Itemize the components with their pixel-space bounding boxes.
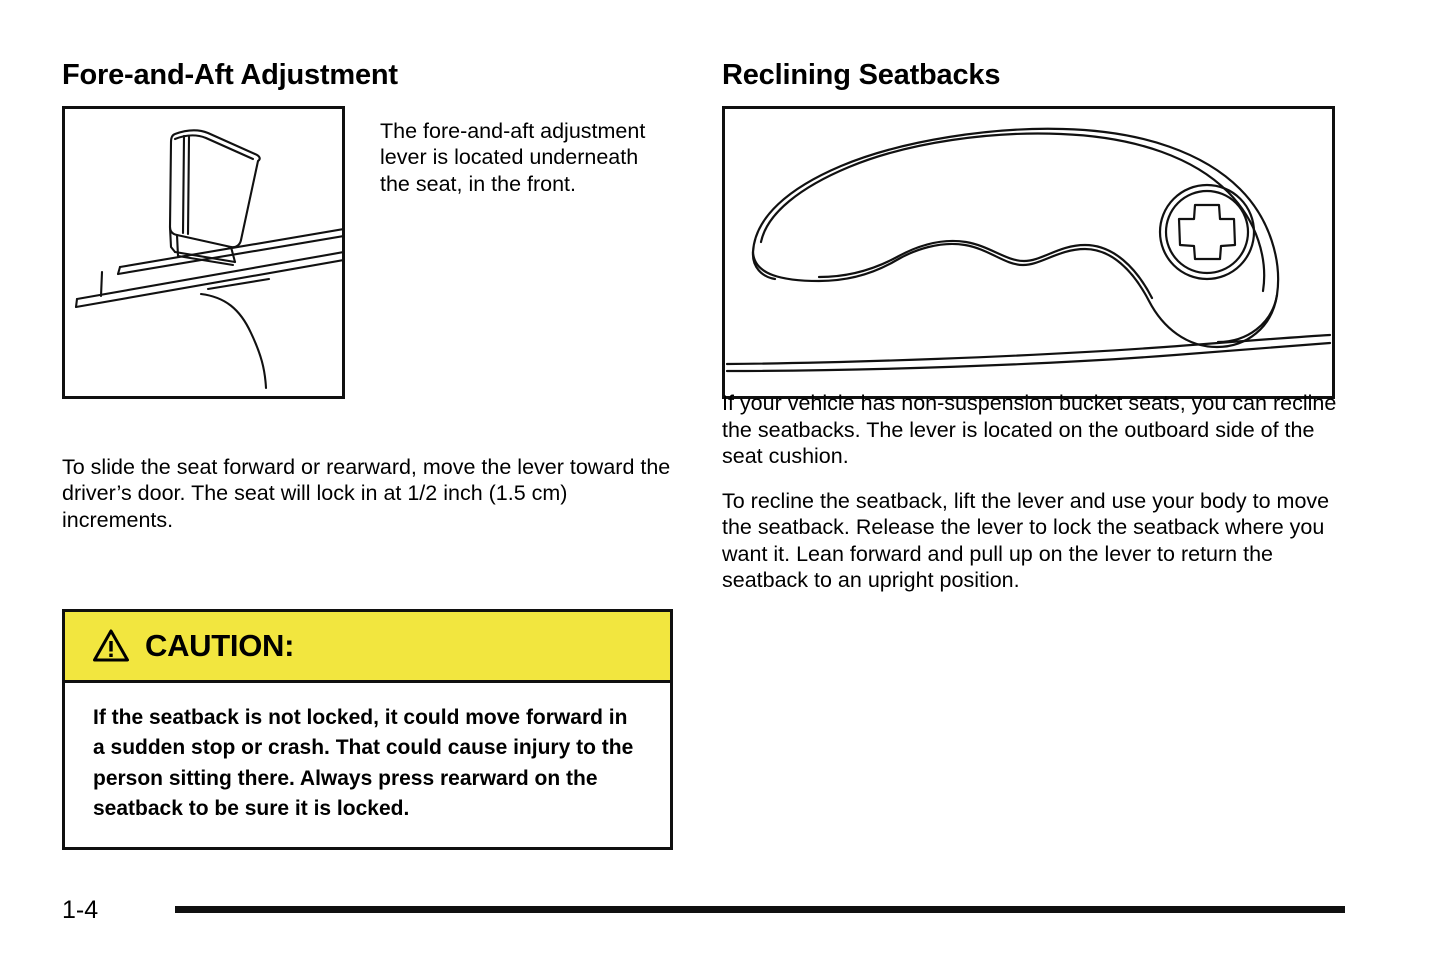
page-title-reclining-seatbacks: Reclining Seatbacks (722, 59, 1001, 91)
caution-body-text: If the seatback is not locked, it could move forward in a sudden stop or crash. That could cause injury to the person sitting there. Always press rearward on the seatback to be sure it is locked. (93, 705, 634, 821)
reclining-seatback-lever-illustration (722, 106, 1335, 399)
caution-title: CAUTION: (145, 628, 295, 664)
page-number: 1-4 (62, 896, 99, 924)
fore-and-aft-paragraph: To slide the seat forward or rearward, move the lever toward the driver’s door. The seat will lock in at 1/2 inch (1.5 cm) increments. (62, 454, 671, 532)
warning-triangle-icon (93, 629, 129, 662)
page-title-fore-and-aft: Fore-and-Aft Adjustment (62, 59, 398, 91)
fore-and-aft-caption-text: The fore-and-aft adjustment lever is located underneath the seat, in the front. (380, 118, 646, 196)
caution-header (65, 612, 670, 683)
reclining-paragraph-1: If your vehicle has non-suspension bucket seats, you can recline the seatbacks. The lever is located on the outboard side of the seat cushion. (722, 391, 1337, 468)
right-column (722, 59, 1337, 592)
left-column (62, 59, 677, 821)
reclining-seatbacks-text-block (722, 390, 1340, 594)
footer-rule (175, 906, 1345, 913)
reclining-paragraph-2: To recline the seatback, lift the lever and use your body to move the seatback. Release the lever to lock the seatback where you want it. Lean forward and pull up on the lever to return the seatback to an upright position. (722, 488, 1330, 592)
caution-box (62, 609, 673, 850)
figure-and-caption-row (62, 106, 677, 821)
fore-and-aft-adjustment-lever-illustration (62, 106, 345, 399)
